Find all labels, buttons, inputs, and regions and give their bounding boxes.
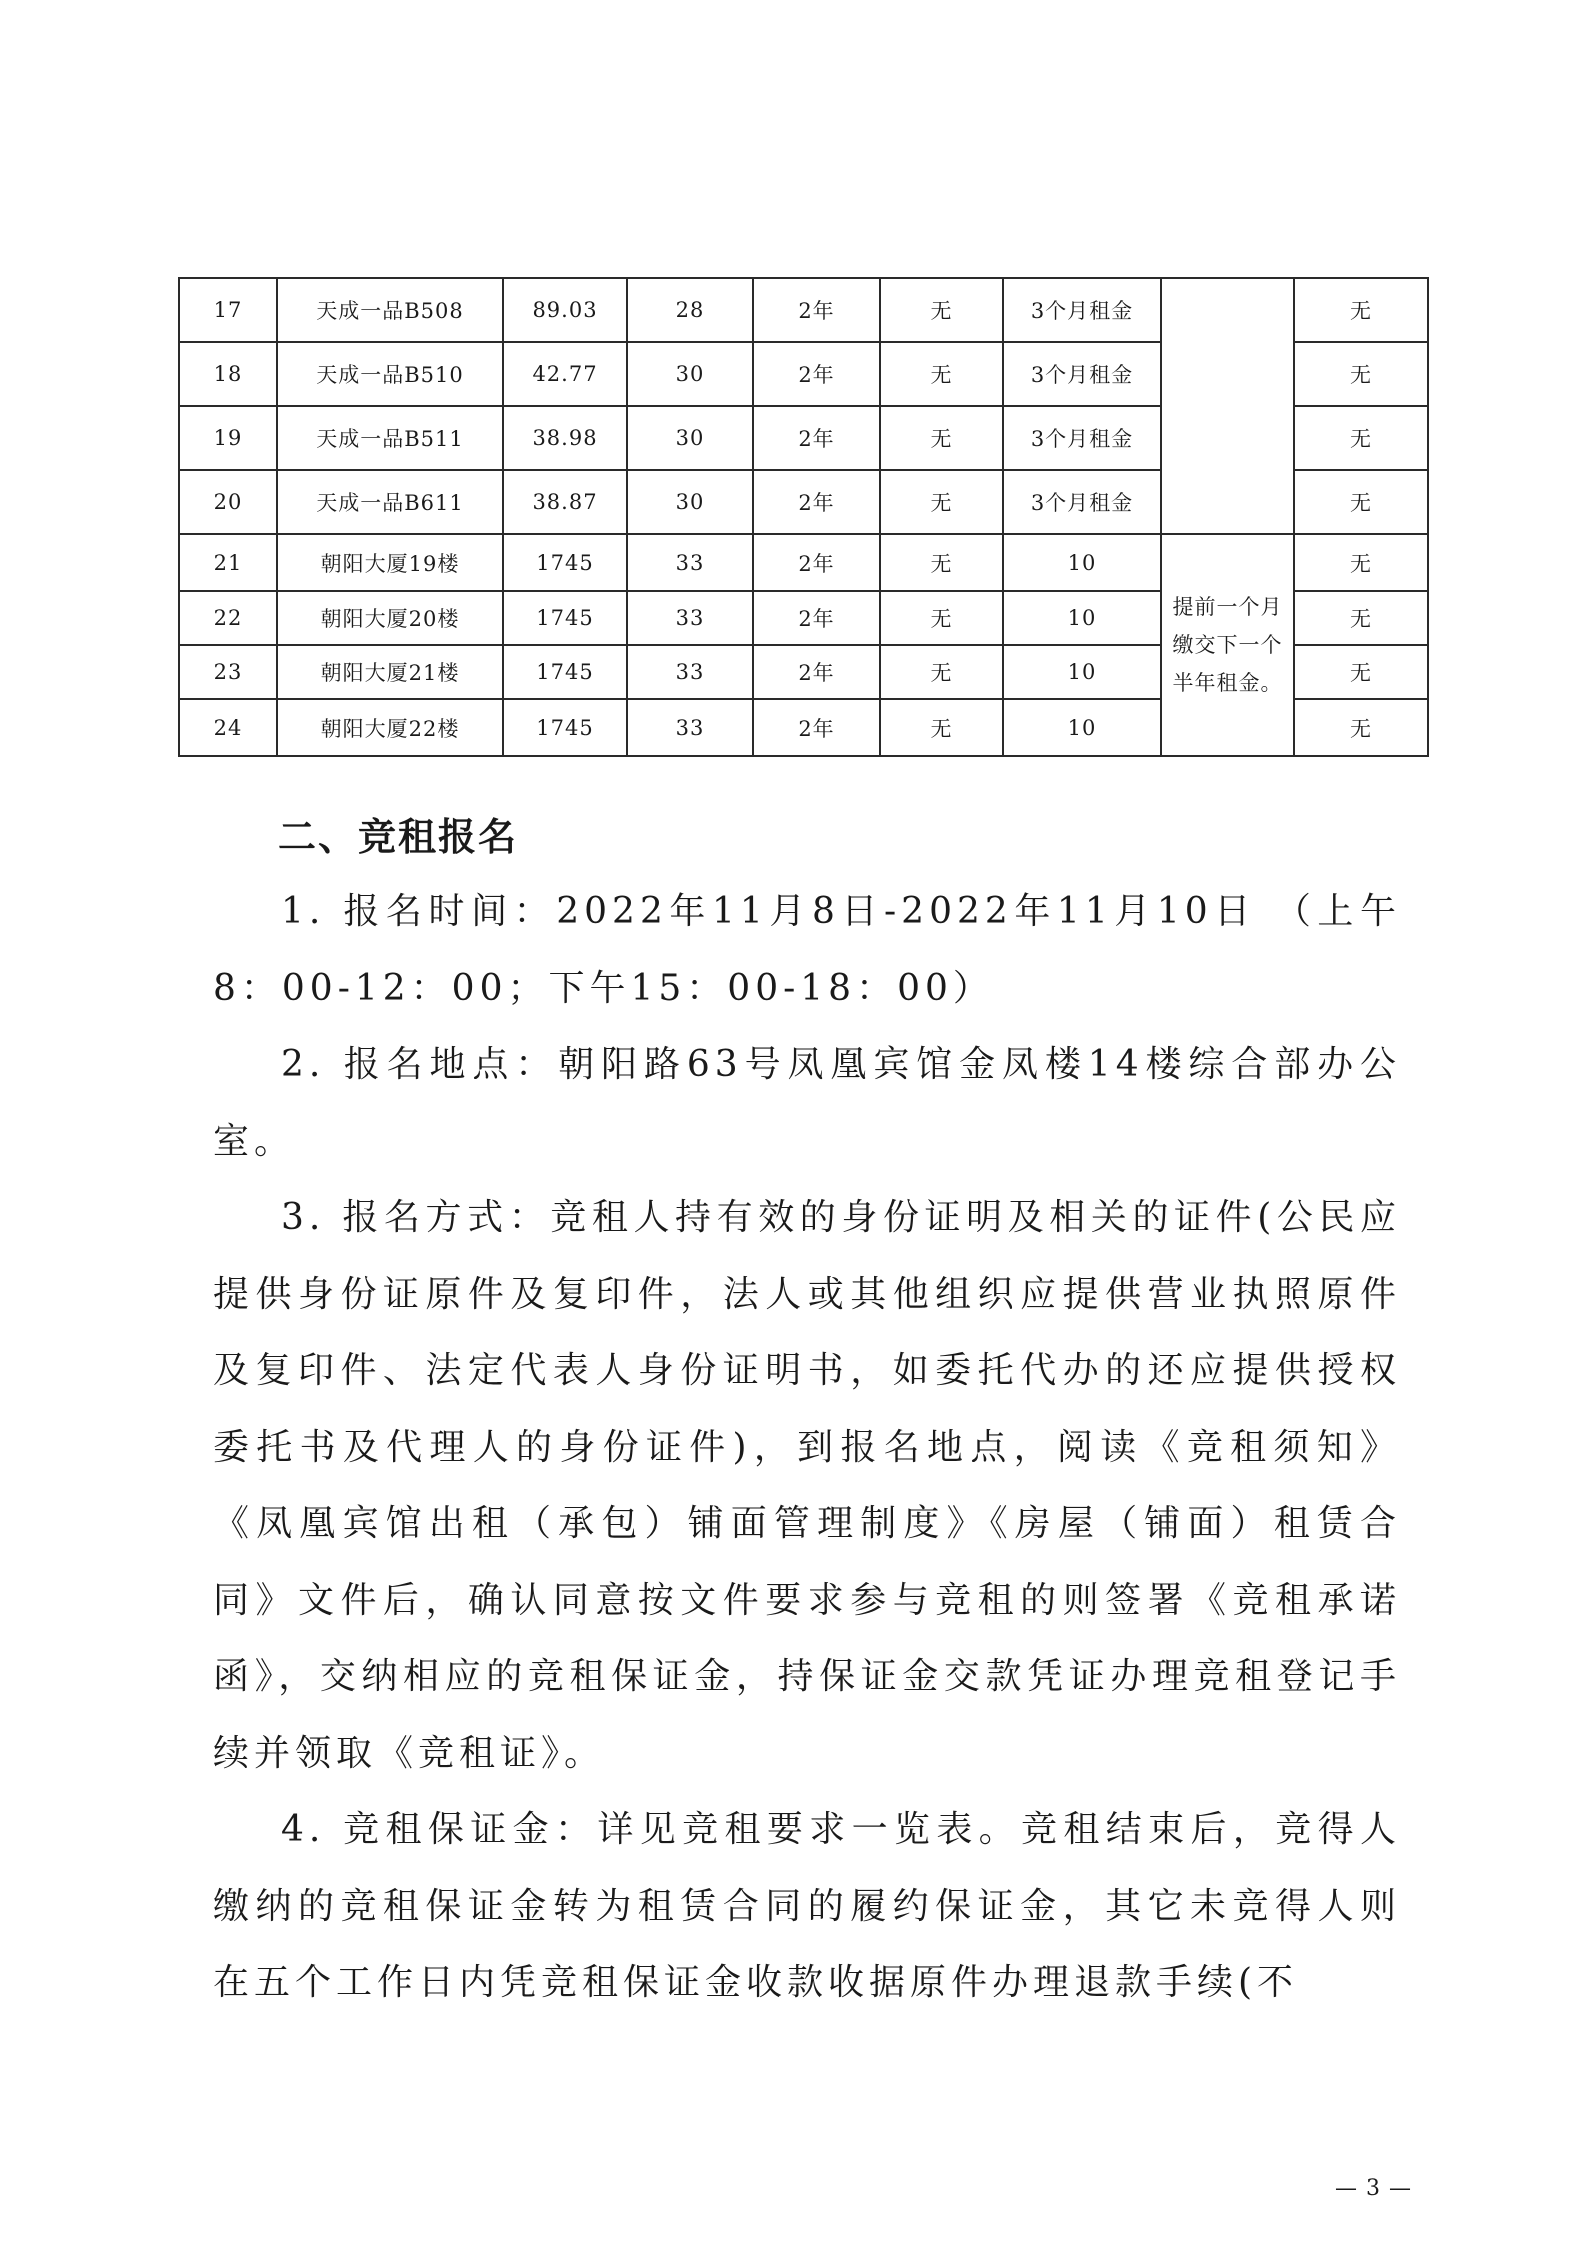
cell-area: 1745 xyxy=(503,591,627,645)
cell-area: 1745 xyxy=(503,699,627,756)
cell-deposit: 3个月租金 xyxy=(1003,278,1161,342)
cell-note: 无 xyxy=(1294,534,1428,591)
cell-no: 24 xyxy=(179,699,277,756)
cell-unit-price: 33 xyxy=(627,534,753,591)
cell-deposit: 10 xyxy=(1003,591,1161,645)
cell-deposit: 10 xyxy=(1003,699,1161,756)
cell-property-name: 天成一品B508 xyxy=(277,278,503,342)
cell-rent-free: 无 xyxy=(880,699,1003,756)
cell-lease-term: 2年 xyxy=(753,342,880,406)
cell-property-name: 天成一品B510 xyxy=(277,342,503,406)
paragraph-registration-location: 2. 报名地点：朝阳路63号凤凰宾馆金凤楼14楼综合部办公室。 xyxy=(213,1044,1401,1162)
cell-deposit: 3个月租金 xyxy=(1003,470,1161,534)
cell-property-name: 朝阳大厦22楼 xyxy=(277,699,503,756)
cell-lease-term: 2年 xyxy=(753,470,880,534)
payment-note-text: 提前一个月缴交下一个半年租金。 xyxy=(1172,595,1283,695)
cell-area: 42.77 xyxy=(503,342,627,406)
cell-no: 19 xyxy=(179,406,277,470)
cell-deposit: 3个月租金 xyxy=(1003,342,1161,406)
paragraph-registration-method: 3. 报名方式：竞租人持有效的身份证明及相关的证件(公民应提供身份证原件及复印件，法人或其他组织应提供营业执照原件及复印件、法定代表人身份证明书，如委托代办的还应提供授权委托书及代理人的身份证件)，到报名地点，阅读《竞租须知》《凤凰宾馆出租（承包）铺面管理制度》《房屋（铺面）租赁合同》文件后，确认同意按文件要求参与竞租的则签署《竞租承诺函》，交纳相应的竞租保证金，持保证金交款凭证办理竞租登记手续并领取《竞租证》。 xyxy=(213,1197,1401,1774)
cell-no: 21 xyxy=(179,534,277,591)
cell-unit-price: 30 xyxy=(627,342,753,406)
cell-unit-price: 33 xyxy=(627,699,753,756)
cell-payment-method-lower xyxy=(1161,534,1294,756)
cell-lease-term: 2年 xyxy=(753,278,880,342)
cell-rent-free: 无 xyxy=(880,406,1003,470)
cell-unit-price: 28 xyxy=(627,278,753,342)
cell-unit-price: 33 xyxy=(627,645,753,699)
cell-deposit: 10 xyxy=(1003,534,1161,591)
body-text xyxy=(213,874,1401,2022)
cell-area: 89.03 xyxy=(503,278,627,342)
cell-payment-method-upper xyxy=(1161,278,1294,534)
cell-property-name: 朝阳大厦21楼 xyxy=(277,645,503,699)
cell-rent-free: 无 xyxy=(880,645,1003,699)
cell-lease-term: 2年 xyxy=(753,591,880,645)
section-heading: 二、竞租报名 xyxy=(278,815,519,859)
cell-note: 无 xyxy=(1294,645,1428,699)
table-row xyxy=(179,534,1428,591)
cell-rent-free: 无 xyxy=(880,591,1003,645)
cell-rent-free: 无 xyxy=(880,534,1003,591)
cell-rent-free: 无 xyxy=(880,470,1003,534)
cell-no: 23 xyxy=(179,645,277,699)
cell-area: 38.87 xyxy=(503,470,627,534)
cell-lease-term: 2年 xyxy=(753,645,880,699)
cell-note: 无 xyxy=(1294,278,1428,342)
paragraph-bid-deposit: 4. 竞租保证金：详见竞租要求一览表。竞租结束后，竞得人缴纳的竞租保证金转为租赁合同的履约保证金，其它未竞得人则在五个工作日内凭竞租保证金收款收据原件办理退款手续(不 xyxy=(213,1809,1401,2003)
cell-no: 18 xyxy=(179,342,277,406)
cell-note: 无 xyxy=(1294,342,1428,406)
cell-area: 1745 xyxy=(503,645,627,699)
cell-no: 22 xyxy=(179,591,277,645)
cell-unit-price: 33 xyxy=(627,591,753,645)
cell-property-name: 天成一品B511 xyxy=(277,406,503,470)
page-number: — 3 — xyxy=(1335,2176,1412,2201)
cell-no: 20 xyxy=(179,470,277,534)
cell-note: 无 xyxy=(1294,470,1428,534)
cell-rent-free: 无 xyxy=(880,278,1003,342)
paragraph-registration-time: 1. 报名时间：2022年11月8日-2022年11月10日 （上午8：00-12：00；下午15：00-18：00） xyxy=(213,891,1401,1009)
cell-rent-free: 无 xyxy=(880,342,1003,406)
cell-lease-term: 2年 xyxy=(753,699,880,756)
rental-listing-table xyxy=(178,277,1429,757)
cell-no: 17 xyxy=(179,278,277,342)
cell-unit-price: 30 xyxy=(627,470,753,534)
cell-lease-term: 2年 xyxy=(753,534,880,591)
cell-area: 1745 xyxy=(503,534,627,591)
cell-deposit: 10 xyxy=(1003,645,1161,699)
table-row xyxy=(179,278,1428,342)
cell-property-name: 朝阳大厦19楼 xyxy=(277,534,503,591)
cell-unit-price: 30 xyxy=(627,406,753,470)
cell-property-name: 朝阳大厦20楼 xyxy=(277,591,503,645)
cell-lease-term: 2年 xyxy=(753,406,880,470)
cell-note: 无 xyxy=(1294,699,1428,756)
cell-note: 无 xyxy=(1294,406,1428,470)
cell-deposit: 3个月租金 xyxy=(1003,406,1161,470)
cell-area: 38.98 xyxy=(503,406,627,470)
cell-property-name: 天成一品B611 xyxy=(277,470,503,534)
cell-note: 无 xyxy=(1294,591,1428,645)
